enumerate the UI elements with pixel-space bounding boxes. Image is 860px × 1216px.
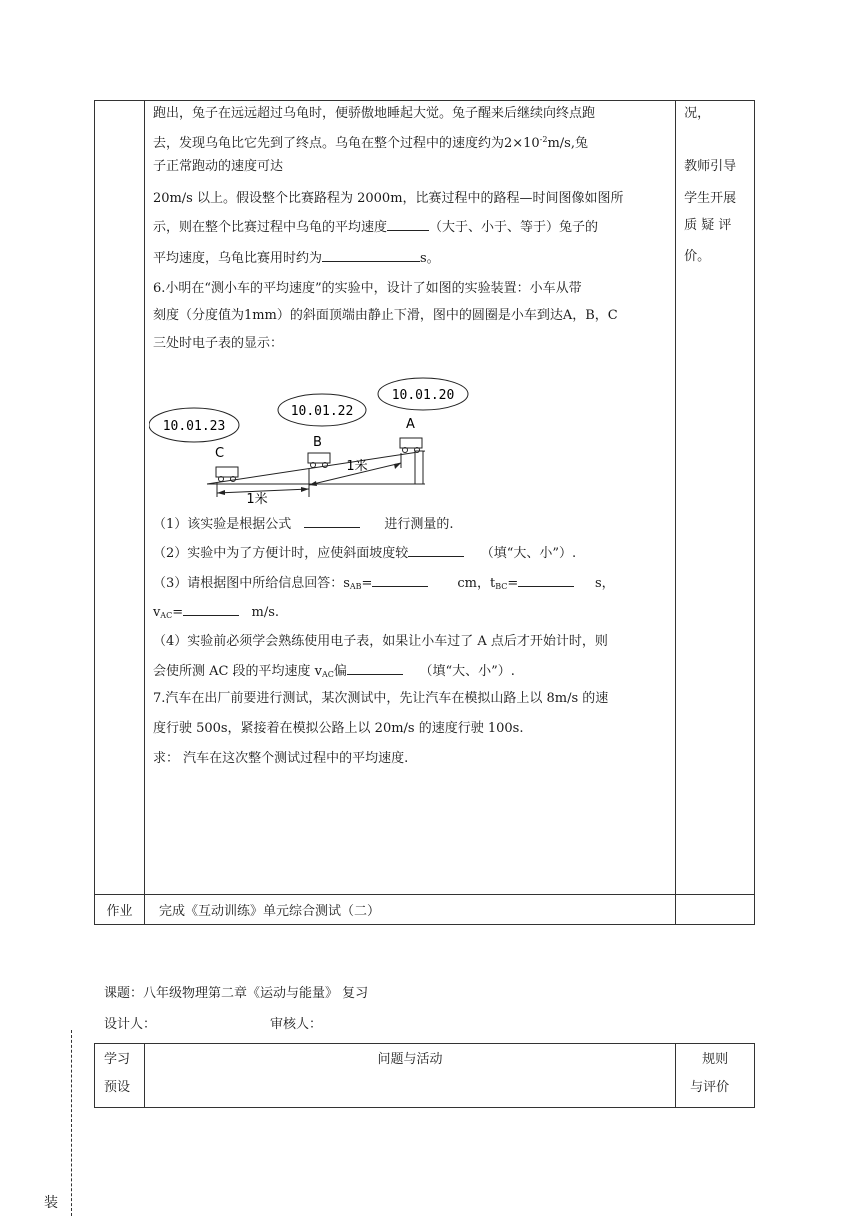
incline-support <box>415 451 423 484</box>
question-7-text: 7.汽车在出厂前要进行测试，某次测试中，先让汽车在模拟山路上以 8m/s 的速 <box>152 691 609 706</box>
incline-experiment-diagram <box>149 373 484 508</box>
answer-blank[interactable] <box>347 662 403 675</box>
header-rules-line2: 与评价 <box>690 1080 730 1095</box>
text-line: 平均速度，乌龟比赛用时约为 s。 <box>152 251 440 266</box>
answer-blank[interactable] <box>304 515 360 528</box>
homework-label-cell <box>95 895 145 925</box>
text-line: 去，发现乌龟比它先到了终点。乌龟在整个过程中的速度约为$2\times 10^{-2}m/s$,兔 <box>152 135 588 151</box>
answer-blank[interactable] <box>518 574 574 587</box>
text-line: 示，则在整个比赛过程中乌龟的平均速度 （大于、小于、等于）兔子的 <box>152 220 598 235</box>
reviewer-label: 审核人： <box>270 1017 323 1032</box>
question-6-text: 刻度（分度值为1mm）的斜面顶端由静止下滑，图中的圆圈是小车到达A，B，C <box>152 308 618 323</box>
evaluation-text: 教师引导 <box>684 159 737 174</box>
main-content-cell <box>144 101 675 895</box>
distance-label-ba: 1米 <box>346 459 368 474</box>
binding-char: 装 <box>44 1195 58 1211</box>
timer-c-text: 10.01.23 <box>162 419 226 434</box>
text-line: 跑出，兔子在远远超过乌龟时，便骄傲地睡起大觉。兔子醒来后继续向终点跑 <box>152 106 595 121</box>
answer-blank[interactable] <box>372 574 428 587</box>
cart-b <box>308 453 330 468</box>
label-b: B <box>312 435 322 450</box>
evaluation-text: 质 疑 评 <box>684 218 732 233</box>
timer-b-text: 10.01.22 <box>290 404 354 419</box>
subquestion-3: （3）请根据图中所给信息回答：$s_{AB}=$ cm，$t_{BC}=$ s， <box>152 576 615 591</box>
subquestion-3-cont: $v_{AC}=$ m/s. <box>152 605 280 620</box>
subquestion-1: （1）该实验是根据公式 进行测量的. <box>152 517 454 532</box>
subquestion-4: （4）实验前必须学会熟练使用电子表，如果让小车过了 A 点后才开始计时，则 <box>152 634 608 649</box>
lesson-table-lower <box>94 1043 755 1108</box>
lesson-table-upper <box>94 100 755 925</box>
label-a: A <box>405 417 415 432</box>
evaluation-cell <box>676 101 755 895</box>
text-line: 20m/s 以上。假设整个比赛路程为 2000m，比赛过程中的路程—时间图像如图所 <box>152 191 624 206</box>
header-rules-line1: 规则 <box>702 1052 729 1067</box>
question-6-text: 三处时电子表的显示： <box>152 336 283 351</box>
header-activities: 问题与活动 <box>377 1052 443 1067</box>
header-col-study <box>95 1044 145 1108</box>
binding-dashed-line <box>71 1030 72 1216</box>
designer-label: 设计人： <box>104 1017 157 1032</box>
question-6-text: 6.小明在“测小车的平均速度”的实验中，设计了如图的实验装置：小车从带 <box>152 281 582 296</box>
question-7-text: 度行驶 500s，紧接着在模拟公路上以 20m/s 的速度行驶 100s. <box>152 721 524 736</box>
header-col-rules <box>676 1044 755 1108</box>
answer-blank[interactable] <box>183 603 239 616</box>
lesson-topic: 课题：八年级物理第二章《运动与能量》 复习 <box>104 986 369 1001</box>
question-7-text: 求： 汽车在这次整个测试过程中的平均速度. <box>152 751 409 766</box>
header-study-line2: 预设 <box>104 1080 131 1095</box>
evaluation-text: 况， <box>684 106 711 121</box>
evaluation-text: 价。 <box>684 249 711 264</box>
answer-blank[interactable] <box>408 544 464 557</box>
timer-a-text: 10.01.20 <box>391 388 455 403</box>
homework-label: 作业 <box>106 904 133 919</box>
homework-text: 完成《互动训练》单元综合测试（二） <box>158 904 380 919</box>
answer-blank[interactable] <box>322 249 420 262</box>
label-c: C <box>214 446 225 461</box>
header-col-activities <box>144 1044 675 1108</box>
distance-label-cb: 1米 <box>246 492 268 507</box>
subquestion-4-cont: 会使所测 AC 段的平均速度 $v_{AC}$偏 （填“大、小”）. <box>152 664 515 679</box>
cart-a <box>400 438 422 453</box>
header-study-line1: 学习 <box>104 1052 131 1067</box>
text-line: 子正常跑动的速度可达 <box>152 159 283 174</box>
homework-text-cell <box>144 895 675 925</box>
evaluation-text: 学生开展 <box>684 191 737 206</box>
left-column-cell <box>95 101 145 895</box>
subquestion-2: （2）实验中为了方便计时，应使斜面坡度较 （填“大、小”）. <box>152 546 577 561</box>
homework-empty-cell <box>676 895 755 925</box>
answer-blank[interactable] <box>387 218 429 231</box>
